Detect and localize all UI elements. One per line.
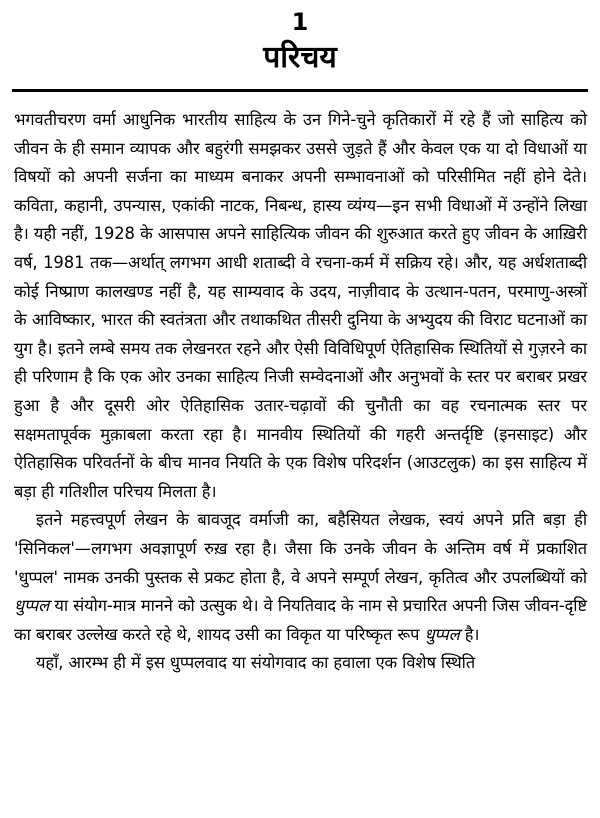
paragraph-2-emphasis-1: धुप्पल — [14, 596, 50, 616]
paragraph-2-emphasis-2: धुप्पल — [424, 624, 460, 644]
paragraph-2-text-b: या संयोग-मात्र मानने को उत्सुक थे। वे नियतिवाद के नाम से प्रचारित अपनी जिस जीवन-दृष्टि का बराबर उल्लेख करते रहे थे, शायद उसी का विकृत या परिष्कृत रूप — [14, 596, 587, 644]
chapter-number: 1 — [291, 8, 309, 36]
paragraph-2-text-c: है। — [459, 624, 480, 644]
paragraph-2 — [14, 506, 587, 649]
paragraph-2-text-a: इतने महत्त्वपूर्ण लेखन के बावजूद वर्माजी का, बहैसियत लेखक, स्वयं अपने प्रति बड़ा ही 'सिनिकल'—लगभग अवज्ञापूर्ण रुख़ रहा है। जैसा कि उनके जीवन के अन्तिम वर्ष में प्रकाशित 'धुप्पल' नामक उनकी पुस्तक से प्रकट होता है, वे अपने सम्पूर्ण लेखन, कृतित्व और उपलब्धियों को — [14, 510, 587, 587]
chapter-title: परिचय — [263, 40, 337, 75]
paragraph-1: भगवतीचरण वर्मा आधुनिक भारतीय साहित्य के उन गिने-चुने कृतिकारों में रहे हैं जो साहित्य को जीवन के ही समान व्यापक और बहुरंगी समझकर उससे जुड़ते हैं और केवल एक या दो विधाओं या विषयों को अपनी सर्जना का माध्यम बनाकर अपनी सम्भावनाओं को परिसीमित नहीं होने देते। कविता, कहानी, उपन्यास, एकांकी नाटक, निबन्ध, हास्य व्यंग्य—इन सभी विधाओं में उन्होंने लिखा है। यही नहीं, 1928 के आसपास अपने साहित्यिक जीवन की शुरुआत करते हुए जीवन के आख़िरी वर्ष, 1981 तक—अर्थात् लगभग आधी शताब्दी वे रचना-कर्म में सक्रिय रहे। और, यह अर्धशताब्दी कोई निष्प्राण कालखण्ड नहीं है, यह साम्यवाद के उदय, नाज़ीवाद के उत्थान-पतन, परमाणु-अस्त्रों के आविष्कार, भारत की स्वतंत्रता और तथाकथित तीसरी दुनिया के अभ्युदय की विराट घटनाओं का युग है। इतने लम्बे समय तक लेखनरत रहने और ऐसी विविधिपूर्ण ऐतिहासिक स्थितियों से गुज़रने का ही परिणाम है कि एक ओर उनका साहित्य निजी सम्वेदनाओं और अनुभवों के स्तर पर बराबर प्रखर हुआ है और दूसरी ओर ऐतिहासिक उतार-चढ़ावों की चुनौती का वह रचनात्मक स्तर पर सक्षमतापूर्वक मुक़ाबला करता रहा है। मानवीय स्थितियों की गहरी अन्तर्दृष्टि (इनसाइट) और ऐतिहासिक परिवर्तनों के बीच मानव नियति के एक विशेष परिदर्शन (आउटलुक) का इस साहित्य में बड़ा ही गतिशील परिचय मिलता है। — [14, 110, 587, 501]
paragraph-3: यहाँ, आरम्भ ही में इस धुप्पलवाद या संयोगवाद का हवाला एक विशेष स्थिति — [36, 653, 476, 673]
body-text — [14, 106, 587, 678]
title-divider — [12, 89, 588, 92]
